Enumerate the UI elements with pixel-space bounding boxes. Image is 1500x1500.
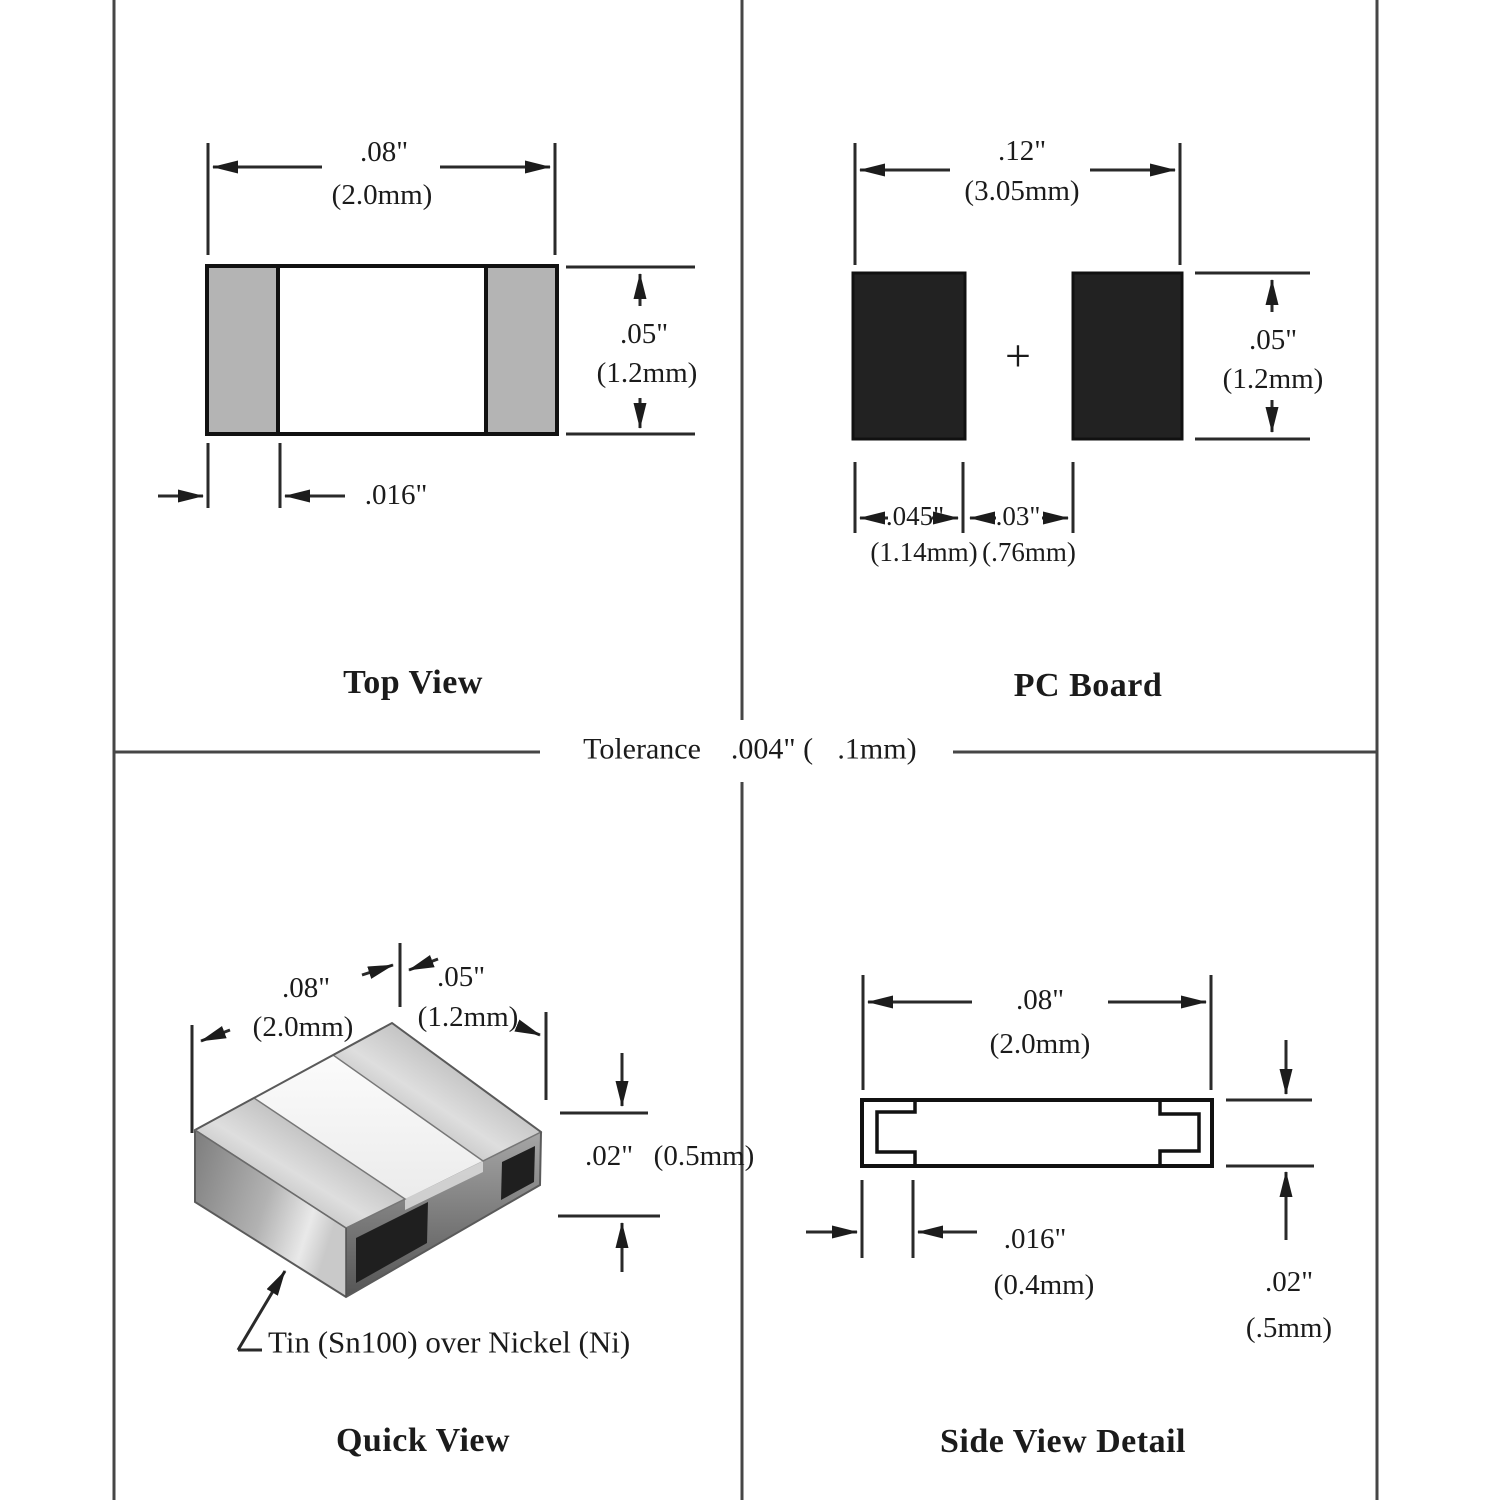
side-view-height-mm: (.5mm) bbox=[1245, 1311, 1333, 1344]
top-view-height-mm: (1.2mm) bbox=[596, 356, 698, 389]
pc-board-drawing bbox=[853, 143, 1310, 533]
side-view-wrap-inches: .016" bbox=[1003, 1222, 1067, 1255]
quick-view-width-inches: .05" bbox=[436, 960, 486, 993]
top-view-height-inches: .05" bbox=[619, 317, 669, 350]
quick-view-plating-note: Tin (Sn100) over Nickel (Ni) bbox=[268, 1324, 631, 1360]
solder-pad-left bbox=[853, 273, 965, 439]
side-view-width-inches: .08" bbox=[1015, 983, 1065, 1016]
quick-view-height-inches: .02" bbox=[584, 1139, 634, 1172]
tolerance-value-inches: .004" ( bbox=[730, 732, 814, 766]
side-view-wrap-mm: (0.4mm) bbox=[993, 1268, 1095, 1301]
quick-view-length-inches: .08" bbox=[281, 971, 331, 1004]
pc-board-title: PC Board bbox=[1013, 667, 1163, 705]
tolerance-value-mm: .1mm) bbox=[837, 732, 917, 766]
quick-view-width-mm: (1.2mm) bbox=[417, 1000, 519, 1033]
top-view-width-mm: (2.0mm) bbox=[331, 178, 433, 211]
quick-view-height-mm: (0.5mm) bbox=[653, 1139, 755, 1172]
top-view-title: Top View bbox=[343, 664, 483, 702]
side-view-title: Side View Detail bbox=[940, 1423, 1186, 1461]
pc-board-height-inches: .05" bbox=[1248, 323, 1298, 356]
pc-board-polarity-plus: + bbox=[1005, 329, 1031, 381]
side-view-width-mm: (2.0mm) bbox=[989, 1027, 1091, 1060]
chip-right-terminal bbox=[486, 266, 557, 434]
side-view-drawing bbox=[806, 975, 1314, 1258]
tolerance-label: Tolerance bbox=[583, 732, 701, 766]
pc-board-gap-inches: .03" bbox=[995, 500, 1041, 531]
top-view-width-inches: .08" bbox=[359, 135, 409, 168]
solder-pad-right bbox=[1073, 273, 1182, 439]
pc-board-span-mm: (3.05mm) bbox=[964, 174, 1080, 207]
pc-board-height-mm: (1.2mm) bbox=[1222, 362, 1324, 395]
pc-board-gap-mm: (.76mm) bbox=[982, 536, 1076, 567]
pc-board-pad-inches: .045" bbox=[885, 500, 945, 531]
quick-view-title: Quick View bbox=[335, 1422, 511, 1460]
quick-view-length-mm: (2.0mm) bbox=[252, 1010, 354, 1043]
pc-board-pad-mm: (1.14mm) bbox=[870, 536, 978, 567]
chip-left-terminal bbox=[207, 266, 278, 434]
side-view-height-inches: .02" bbox=[1264, 1265, 1314, 1298]
top-view-terminal-inches: .016" bbox=[364, 478, 428, 511]
pc-board-span-inches: .12" bbox=[997, 134, 1047, 167]
